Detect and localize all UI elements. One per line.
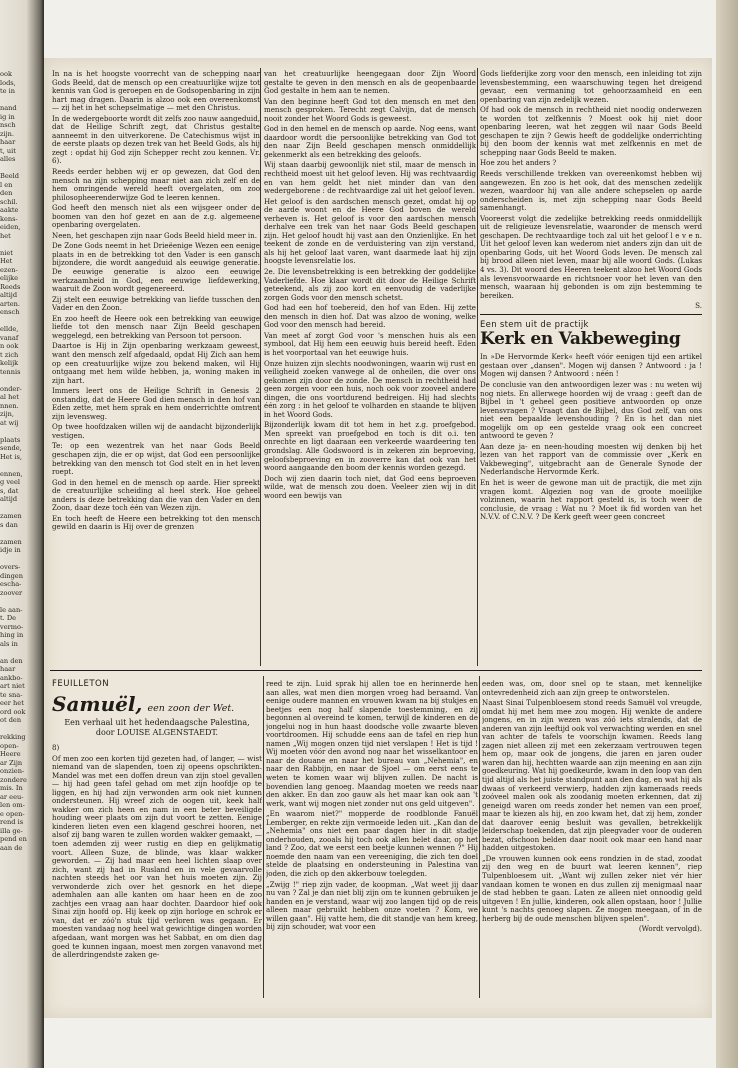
facing-page-line: zijn. — [0, 129, 14, 138]
section-kicker: Een stem uit de practijk — [480, 319, 589, 330]
facing-page-line: ezen- — [0, 265, 18, 274]
facing-page-line: schil. — [0, 197, 18, 206]
chapter-number: 8) — [52, 744, 60, 752]
paragraph: Wij staan daarbij gewoonlijk niet stil, maar de mensch in rechtheid moest uit het geloof leven. Hij was rechtvaardig en van hem geldt het niet minder dan van den wedergeborene : de rechtvaardige zal uit het geloof leven. — [264, 160, 476, 196]
facing-page-line: Beeld — [0, 172, 19, 180]
feuilleton-column-1 — [52, 744, 262, 996]
facing-page-line: nsch — [0, 121, 16, 129]
article-column-3 — [480, 70, 702, 675]
facing-page-line: art niet — [0, 682, 25, 690]
paragraph: Van meet af zorgt God voor 's menschen huis als een symbool, dat Hij hem een eeuwig huis bereid heeft. Eden is het voorportaal van het eeuwige huis. — [264, 330, 476, 357]
facing-page-line: Het is, — [0, 452, 22, 461]
paragraph: In na is het hoogste voorrecht van de schepping naar Gods Beeld, dat de mensch op een creatuurlijke wijze tot kennis van God is geroepen en de Godsopenbaring in zijn hart mag dragen. Daarin is alzoo ook een overeenkomst — zij het in het schepselmatige — met den Christus. — [52, 70, 260, 113]
facing-page-line: zondere — [0, 775, 27, 784]
article-continuation — [480, 70, 702, 300]
facing-page-line: Heere — [0, 750, 21, 758]
story-title-rest: een zoon der Wet. — [147, 703, 235, 714]
paragraph: Van den beginne heeft God tot den mensch en met den mensch gesproken. Terecht zegt Calvijn, dat de mensch nooit zonder het Woord Gods is geweest. — [264, 96, 476, 123]
paragraph: eeden was, om, door snel op te staan, met kennelijke ontevredenheid zich aan zijn greep te ontworstelen. — [482, 680, 702, 697]
facing-page-line: kelijk — [0, 359, 19, 367]
facing-page-line — [0, 427, 40, 436]
facing-page-line: altijd — [0, 495, 18, 503]
facing-page-line: e open- — [0, 809, 25, 818]
facing-page-line: ar Zijn — [0, 758, 23, 767]
paragraph: Of men zoo een korten tijd gezeten had, of langer, — wist niemand van de slapenden, toen zij opeens opschrikten. Mandel was met een doffen dreun van zijn stoel gevallen — hij had geen tafel gehad om met zijn hoofdje op te liggen, en hij had zijn verwonden arm ook niet kunnen ondersteunen. Hij wreef zich de oogen uit, keek half wakker om zich heen en nam in een beter beveiligde houding weer plaats om zijn dut voort te zetten. Eenige kinderen lieten even een klagend geschrei hooren, net alsof zij bang waren te zullen worden wakker gemaakt, — toen ademden zij weer rustig en diep en gelijkmatig voort. Alleen Suze, de blinde, was klaar wakker geworden. — Zij had maar een heel lichten slaap over zich, want zij had in Rusland en in vele gevaarvolle nachten steeds het oor van het huis moeten zijn. Zij verwonderde zich over het gesnork en het diepe ademhalen aan alle kanten om haar heen en de zoo zachtjes een vraag aan haar dochter. Daardoor hief ook Sinai zijn hoofd op. Hij keek op zijn horloge en schrok er van, dat er zóó'n stuk tijd verloren was gegaan. Er moesten vandaag nog heel wat gewichtige dingen worden afgedaan, want morgen was het Sabbat, en om dien dag goed te kunnen ingaan, moest men zorgen vanavond met de allerdringendste zaken ge- — [52, 753, 262, 960]
facing-page-line — [0, 461, 40, 470]
facing-page-line: zamen — [0, 512, 22, 520]
facing-page-line: mis. In — [0, 784, 23, 792]
article-column-2 — [264, 70, 476, 675]
facing-page-line: ar eeu- — [0, 792, 24, 801]
paragraph: Te: op een wezentrek van het naar Gods Beeld geschapen zijn, die er op wijst, dat God een persoonlijke betrekking van den mensch tot God stelt en in het leven roept. — [52, 441, 260, 477]
facing-page-line — [0, 648, 40, 657]
paragraph: Of had ook de mensch in rechtheid niet noodig onderwezen te worden tot zelfkennis ? Moest ook hij niet door openbaring leeren, wat het zeggen wil naar Gods Beeld geschapen te zijn ? Gewis heeft de goddelijke onderrichting bij den boom der kennis wat met zelfkennis en met de schepping naar Gods Beeld te maken. — [480, 105, 702, 157]
facing-page-line — [0, 597, 40, 606]
facing-page-line: ord ook — [0, 707, 26, 716]
facing-page-line: altijd — [0, 291, 18, 299]
section-divider — [480, 314, 702, 315]
facing-page-line: ook — [0, 70, 12, 78]
paragraph: Het geloof is den aardschen mensch gezet, omdat hij op de aarde woont en de Heere God boven de wereld verheven is. Het geloof is voor den aardschen mensch derhalve een trek van het naar Gods Beeld geschapen zijn. Het geloof houdt hij vast aan den Onzienlijke. En het teekent de zonde en de verduistering van zijn verstand, als hij het geloof laat varen, want daarmede laat hij zijn hoogste levensrelatie los. — [264, 196, 476, 266]
paragraph: Immers leert ons de Heilige Schrift in Genesis 2 onstandig, dat de Heere God dien mensch in den hof van Eden zette, met hem sprak en hem onderrichtte omtrent zijn levensweg. — [52, 386, 260, 421]
paragraph: „Zwijg !" riep zijn vader, de koopman. „Wat weet jij daar nu van ? Zal je dan niet blij zijn om te kunnen gebruiken je handen en je verstand, waar wij zoo langen tijd op de reis alleen maar gebruikt hebben onze voeten ? Kom, we willen gaan". Hij vatte hem, die dit standje van hem kreeg, bij zijn schouder, wat voor een — [266, 879, 478, 932]
column-rule — [477, 68, 478, 666]
paragraph: God in den hemel en de mensch op aarde. Hier spreekt de creatuurlijke scheiding al heel sterk. Hoe geheel anders is deze betrekking dan die van den Vader en den Zoon, daar deze toch één van Wezen zijn. — [52, 477, 260, 513]
article-body — [480, 353, 702, 521]
paragraph: Hoe zou het anders ? — [480, 158, 557, 168]
paragraph: De conclusie van den antwoordigen lezer was : nu weten wij nog niets. En allerwege hoorden wij de vraag : geeft dan de Bijbel in 't geheel geen positieve antwoorden op onze levensvragen ? Vraagt dan de Bijbel, dus God zelf, van ons niet een bepaalde levenshouding ? En is het dan niet mogelijk om op een gestelde vraag ook een concreet antwoord te geven ? — [480, 379, 702, 441]
facing-page-line — [0, 529, 40, 538]
facing-page-line: niet — [0, 248, 13, 257]
facing-page-line: hing in — [0, 631, 24, 639]
feuilleton-text — [52, 755, 262, 960]
article-headline: Kerk en Vakbeweging — [480, 329, 681, 350]
paragraph: In de wedergeboorte wordt dit zelfs zoo nauw aangeduid, dat de Heilige Schrift zegt, dat Christus gestalte aanneemt in den uitverkorene. De Catechismus wijst in de eerste plaats op dezen trek van het Beeld Gods, als hij zegt : opdat hij God zijn Schepper recht zou kennen. Vr. 6). — [52, 113, 260, 166]
facing-page-line: ot den — [0, 716, 22, 724]
facing-page-line: l en — [0, 180, 13, 189]
facing-page-line: vermo- — [0, 622, 24, 631]
paragraph: Daartoe is Hij in Zijn openbaring werkzaam geweest, want den mensch zelf afgedaald, opdat Hij Zich aan hem op een creatuurlijke wijze zou bekend maken, wil Hij ontgaang met hem wilde hebben, ja, woning maken in zijn hart. — [52, 341, 260, 385]
facing-page-line: overs- — [0, 563, 21, 571]
facing-page-line: s dan — [0, 520, 18, 529]
facing-page-line: ankbo- — [0, 673, 23, 682]
facing-page-line: len om- — [0, 801, 25, 809]
facing-page-line: haar — [0, 665, 16, 673]
paragraph: Reeds verschillende trekken van overeenkomst hebben wij aangewezen. En zoo is het ook, dat des menschen zedelijk wezen, waardoor hij van alle andere schepselen op aarde onderscheiden is, met zijn schepping naar Gods Beeld samenhangt. — [480, 169, 702, 213]
facing-page-fragment — [0, 70, 40, 1020]
facing-page-line: ig in — [0, 112, 15, 121]
facing-page-line — [0, 376, 40, 385]
facing-page-line: tennis — [0, 367, 21, 376]
feuilleton-label: FEUILLETON — [52, 679, 110, 689]
facing-page-line — [0, 555, 40, 564]
facing-page-line: plaats — [0, 435, 21, 444]
facing-page-line: arten. — [0, 299, 20, 308]
facing-page-line: escha- — [0, 580, 22, 588]
facing-page-line: idje in — [0, 546, 21, 554]
facing-page-line: kens- — [0, 214, 18, 223]
column-rule — [260, 68, 261, 666]
paragraph: En het is weer de gewone man uit de practijk, die met zijn vragen komt. Algezien nog van de groote moeilijke volzinnen, waarin het rapport gesteld is, is toch weer de conclusie, de vraag : Wat nu ? Moet ik fid worden van het N.V.V. of C.N.V. ? De Kerk geeft weer geen concreet — [480, 477, 702, 522]
to-be-continued: (Wordt vervolgd). — [638, 924, 702, 934]
paragraph: En toch heeft de Heere een betrekking tot den mensch gewild en daarin is Hij over de grenzen — [52, 513, 260, 532]
facing-page-line: s, dat — [0, 486, 19, 495]
facing-page-line: onzien- — [0, 767, 25, 775]
facing-page-line: als in — [0, 639, 18, 648]
paragraph: Doch wij zien daarin toch niet, dat God eens beproeven wilde, wat de mensch zou doen. Veeleer zien wij in dit woord een bewijs van — [264, 473, 476, 500]
paragraph: Aan deze ja- en neen-houding moesten wij denken bij het lezen van het rapport van de commissie over „Kerk en Vakbeweging", uitgebracht aan de Generale Synode der Nederlandsche Hervormde Kerk. — [480, 441, 702, 477]
facing-page-line: lods, — [0, 78, 16, 87]
facing-page-line: zijn, — [0, 410, 14, 418]
paragraph: Zij stelt een eeuwige betrekking van liefde tusschen den Vader en den Zoon. — [52, 294, 260, 313]
facing-page-line: onder- — [0, 384, 22, 393]
facing-page-line: alles — [0, 155, 16, 163]
facing-page-line: t zich — [0, 350, 19, 359]
facing-page-line: ennen, — [0, 469, 23, 478]
facing-page-line — [0, 725, 40, 734]
article-column-1 — [52, 70, 260, 675]
facing-page-line: an den — [0, 656, 23, 665]
paragraph: „En waarom niet?" mopperde de roodblonde Fanuël Lemberger, en rekte zijn vermoeide leden uit. „Kan dan de „Nehemia" ons niet een paar dagen hier in dit stadje onderhouden, zooals hij toch ook allen belet daar, op het land ? Zoo, dat we eerst een beetje kunnen wennen ?" Hij noemde den naam van een vereeniging, die zich ten doel stelde de plaatsing en ondersteuning in Palestina van joden, die zich op den akkerbouw toelegden. — [266, 809, 478, 879]
facing-page-line: elijke — [0, 274, 19, 282]
paragraph: Neen, het geschapen zijn naar Gods Beeld hield meer in. — [52, 230, 257, 240]
facing-page-line: t, uit — [0, 146, 16, 155]
facing-page-line: te sna- — [0, 690, 23, 699]
paragraph: Vooreerst volgt die zedelijke betrekking reeds onmiddellijk uit de religieuze levensrelatie, waaronder de mensch werd geschapen. De rechtvaardige toch zal uit het geloof l e v e n. Uit het geloof leven kan wederom niet anders zijn dan uit de openbaring Gods, uit het Woord Gods leven. De mensch zal bij brood alleen niet leven, maar bij alle woord Gods. (Lukas 4 vs. 3). Dit woord des Heeren teekent alzoo het Woord Gods als levensvoorwaarde en richtsnoer voor het leven van den mensch, waaraan hij gebonden is om zijn bestemming te bereiken. — [480, 213, 702, 300]
feuilleton-column-2 — [266, 680, 478, 996]
paragraph: „De vrouwen kunnen ook eens rondzien in de stad, zoodat zij den weg en de buurt wat leeren kennen", riep Tulpenbloesem uit. „Want wij zullen zeker niet vér hier vandaan komen te wonen en dus zullen zij menigmaal naar de stad hebben te gaan. Laten ze alleen niet onnoodig geld uitgeven ! En jullie, kinderen, ook allen opstaan, hoor ! Jullie kunt 's nachts genoeg slapen. Ze mogen meegaan, of in de herberg bij de oude menschen blijven spelen". — [482, 853, 702, 923]
facing-page-line: n ook — [0, 342, 19, 350]
author-initial: S. — [695, 301, 702, 311]
facing-page-line: dingen — [0, 571, 23, 580]
column-rule — [263, 676, 264, 998]
paragraph: En zoo heeft de Heere ook een betrekking van eeuwige liefde tot den mensch naar Zijn Beeld geschapen weggelegd, een betrekking van Persoon tot persoon. — [52, 313, 260, 340]
facing-page-line: nand — [0, 104, 17, 112]
facing-page-line: t. De — [0, 614, 17, 622]
facing-page-line — [0, 164, 40, 173]
facing-page-line: Het — [0, 257, 13, 265]
facing-page-line: Reeds — [0, 282, 21, 291]
paragraph: reed te zijn. Luid sprak hij allen toe en herinnerde hen aan alles, wat men dien morgen vroeg had beraamd. Van eenige oudere mannen en vrouwen kwam na bij stukjes en beetjes een nog half slapende toestemming, en zij begonnen al overeind te komen, terwijl de kinderen en de jongelui nog in hun haast doodsche volle zwaarte bleven voortdroomen. Hij schudde eens aan de tafel en riep hun namen „Wij mogen onzen tijd niet verslapen ! Het is tijd ! Wij moeten vóór den avond nog naar het wisselkantoor en naar de douane en naar het bureau van „Nehemia", en naar den Rabbijn, en naar de Sjoel — om eerst eens te weten te komen waar wij blijven zullen. De nacht is bovendien lang genoeg. Maandag moeten we reeds naar den akker. En dan zoo gauw als het maar kan ook aan 't werk, want wij mogen niet zonder nut ons geld uitgeven". — [266, 680, 478, 808]
newspaper-page — [44, 58, 712, 1018]
facing-page-line: aan de — [0, 843, 23, 852]
facing-page-line — [0, 317, 40, 326]
facing-page-line: sende, — [0, 444, 22, 452]
story-author: door LOUISE ALGENSTAEDT. — [95, 728, 219, 737]
story-title-main: Samuël, — [52, 692, 143, 716]
facing-page-line: al het — [0, 393, 19, 401]
facing-page-line: ellde, — [0, 325, 19, 333]
facing-page-line: eer het — [0, 699, 24, 707]
feuilleton-column-3 — [482, 680, 702, 996]
facing-page-line: g veel — [0, 478, 20, 486]
paragraph: Naast Sinai Tulpenbloesem stond reeds Samuël vol vreugde, omdat hij met hem mee zou mogen. Hij wenkte de andere jongens, en in zijn wezen was zóó iets stralends, dat de anderen van zijn leeftijd ook vol verwachting werden en snel van achter de tafels te voorschijn kwamen. Reeds lang zagen niet alleen zij met een zekerzaam vertrouwen tegen hem op, maar ook de jongens, die jaren en jaren ouder waren dan hij, hechtten waarde aan zijn meening en aan zijn goedkeuring. Wat hij goedkeurde, kwam in den loop van den tijd altijd als het juiste standpunt aan den dag, en wat hij als dwaas of verkeerd verwierp, hadden zijn kameraads reeds zoóveel malen ook als zoodanig moeten erkennen, dat zij geneigd waren om reeds zonder het nemen van een proef, maar te kiezen als hij, en zoo kwam het, dat zij hem, zonder dat daarover eenig besluit was gevallen, betrekkelijk leiderschap toekenden, dat zijn pleegvader voor de ouderen bezat, ofschoon belden daar nooit ook maar een hand naar hadden uitgestoken. — [482, 698, 702, 853]
facing-page-line: te in — [0, 87, 16, 95]
facing-page-line: nnen. — [0, 401, 19, 410]
paragraph: Reeds eerder hebben wij er op gewezen, dat God den mensch na zijn schepping maar niet aan zich zelf en de hem omringende wereld heeft overgelaten, om zoo philosopheerenderwijze God te leeren kennen. — [52, 167, 260, 202]
paragraph: God had een hof toebereid, den hof van Eden. Hij zette den mensch in dien hof. Dat was alzoo de woning, welke God voor den mensch had bereid. — [264, 303, 476, 330]
paragraph: God in den hemel en de mensch op aarde. Nog eens, want daardoor wordt die persoonlijke betrekking van God tot den naar Zijn Beeld geschapen mensch onmiddellijk gekenmerkt als een betrekking des geloofs. — [264, 124, 476, 159]
story-subtitle-line: Een verhaal uit het hedendaagsche Palestina, — [64, 718, 250, 727]
facing-page-line — [0, 96, 40, 105]
scanner-edge-right — [716, 0, 738, 1068]
paragraph: Bijzonderlijk kwam dit tot hem in het z.g. proefgebod. Men spreekt van proefgebod en toch is dit o.i. ten onrechte en ligt daaraan een verkeerde waardeering ten grondslag. Alle Godswoord is in zekeren zin beproeving, geloofsbeproeving en in zooverre kan dat ook van het woord aangaande den boom der kennis worden gezegd. — [264, 420, 476, 473]
facing-page-line: het — [0, 231, 11, 240]
paragraph: In »De Hervormde Kerk« heeft vóór eenigen tijd een artikel gestaan over „dansen". Mogen wij dansen ? Antwoord : ja ! Mogen wij dansen ? Antwoord : néén ! — [480, 352, 702, 379]
facing-page-line: open- — [0, 741, 19, 750]
paragraph: De Zone Gods neemt in het Drieëenige Wezen een eenige plaats in en de betrekking tot den Vader is een gansch bijzondere, die wordt aangeduid als eeuwige generatie. De eeuwige generatie is alzoo een eeuwige werkzaamheid in God, een eeuwige liefdewerking, waaruit de Zoon wordt gegenereerd. — [52, 241, 260, 294]
facing-page-line: aakte — [0, 206, 19, 214]
facing-page-line — [0, 240, 40, 249]
facing-page-line: pend en — [0, 835, 27, 843]
facing-page-line: haar — [0, 138, 16, 146]
story-subtitle — [52, 718, 262, 738]
paragraph: 2e. Die levensbetrekking is een betrekking der goddelijke Vaderliefde. Hoe klaar wordt dit door de Heilige Schrift geteekend, als zij zoo kort en eenvoudig de vaderlijke zorgen Gods voor den mensch schetst. — [264, 267, 476, 302]
facing-page-line: vanaf — [0, 333, 19, 342]
column-rule — [479, 676, 480, 998]
facing-page-line: at wij — [0, 418, 19, 427]
feuilleton-divider — [50, 670, 702, 671]
paragraph: Gods liefderijke zorg voor den mensch, een inleiding tot zijn levensbestemming, een waarschuwing tegen het dreigend gevaar, een vermaning tot gehoorzaamheid en een openbaring van zijn zedelijk wezen. — [480, 70, 702, 104]
facing-page-line: zoover — [0, 588, 23, 597]
story-title — [52, 692, 262, 716]
facing-page-line: le aan- — [0, 605, 23, 614]
facing-page-line: rend is — [0, 818, 24, 826]
facing-page-line: eiden, — [0, 223, 21, 231]
paragraph: Op twee hoofdzaken willen wij de aandacht bijzonderlijk vestigen. — [52, 422, 260, 440]
facing-page-line — [0, 504, 40, 513]
facing-page-line: zamen — [0, 537, 22, 546]
facing-page-line: rekking — [0, 733, 26, 741]
paragraph: van het creatuurlijke heengegaan door Zijn Woord gestalte te geven in den mensch en als de geopenbaarde God gestalte in hem aan te nemen. — [264, 70, 476, 96]
facing-page-line: illa ge- — [0, 826, 23, 835]
facing-page-line: ensch — [0, 308, 20, 316]
paragraph: God heeft den mensch niet als een wijsgeer onder de boomen van den hof gezet en aan de z.g. algemeene openbaring overgelaten. — [52, 203, 260, 230]
paragraph: Onze huizen zijn slechts noodwoningen, waarin wij rust en veiligheid zoeken vanwege al de onheilen, die over ons gekomen zijn door de zonde. De mensch in rechtheid had geen zorgen voor een huis, noch ook voor zooveel andere dingen, die ons voortdurend bedreigen. Hij had slechts één zorg : in het geloof te volharden en staande te blijven in het Woord Gods. — [264, 358, 476, 419]
feuilleton-text — [482, 680, 702, 923]
facing-page-line: den — [0, 189, 13, 197]
